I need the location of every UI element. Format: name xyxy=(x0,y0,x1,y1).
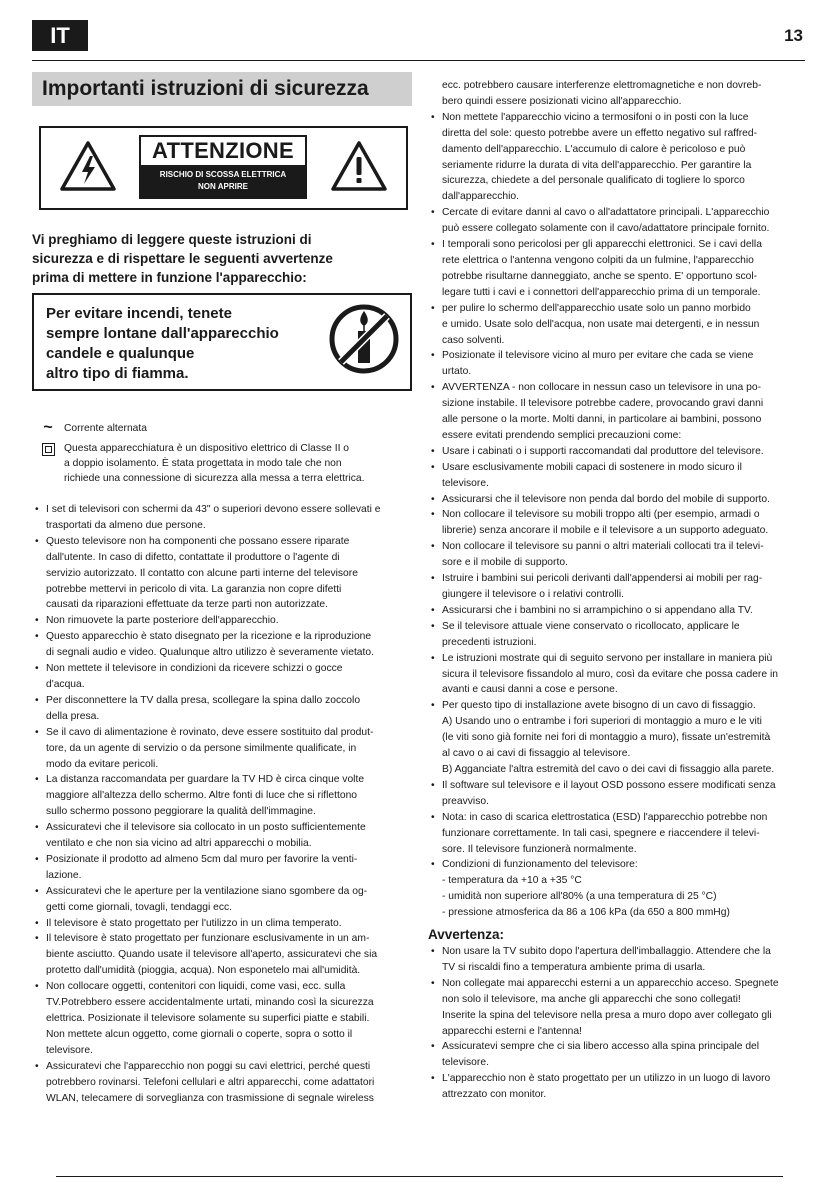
list-item xyxy=(428,348,804,380)
list-item xyxy=(32,1059,412,1107)
list-item xyxy=(32,979,412,1059)
list-item-line: ventilato e che non sia vicino ad altri apparecchi o mobilia. xyxy=(46,838,312,850)
list-item xyxy=(428,1039,804,1071)
list-item xyxy=(32,502,412,534)
list-item-line: • Questo televisore non ha componenti che possano essere riparate xyxy=(46,535,350,547)
list-item-line: • Il televisore è stato progettato per l'utilizzo in un clima temperato. xyxy=(46,917,342,929)
warning-subtitle-line: NON APRIRE xyxy=(198,182,248,191)
list-item-line: sizione instabile. Il televisore potrebbe cadere, provocando gravi danni xyxy=(442,398,764,410)
warning-title: ATTENZIONE xyxy=(152,138,294,163)
intro-line: Vi preghiamo di leggere queste istruzioni di xyxy=(32,232,312,247)
list-item-line: • La distanza raccomandata per guardare la TV HD è circa cinque volte xyxy=(46,774,365,786)
right-bullet-list xyxy=(428,110,804,921)
left-bullet-list xyxy=(32,502,412,1106)
continued-paragraph xyxy=(428,78,804,110)
list-item xyxy=(428,778,804,810)
list-item-line: Non mettete alcun oggetto, come giornali o coperte, sopra o sotto il xyxy=(46,1028,353,1040)
list-item-line: • L'apparecchio non è stato progettato per un utilizzo in un luogo di lavoro xyxy=(442,1073,771,1085)
list-item-line: B) Agganciate l'altra estremità del cavo o dei cavi di fissaggio alla parete. xyxy=(442,763,775,775)
list-item-line: della presa. xyxy=(46,710,100,722)
list-item-line: apparecchi esterni e l'antenna! xyxy=(442,1025,582,1037)
list-item-line: getti come giornali, tovagli, tendaggi ecc. xyxy=(46,901,233,913)
list-item-line: protetto dall'umidità (pioggia, acqua). Non esponetelo mai all'umidità. xyxy=(46,965,361,977)
list-item xyxy=(428,539,804,571)
list-item-line: - umidità non superiore all'80% (a una temperatura di 25 °C) xyxy=(442,891,717,903)
list-item-line: • Se il televisore attuale viene conservato o ricollocato, applicare le xyxy=(442,620,740,632)
list-item-line: televisore. xyxy=(442,477,489,489)
ac-description: Corrente alternata xyxy=(64,423,147,434)
list-item xyxy=(32,693,412,725)
candle-warning-line: candele e qualunque xyxy=(46,345,195,362)
symbol-slot xyxy=(32,421,64,436)
list-item-line: tore, da un agente di servizio o da persone similmente qualificate, in xyxy=(46,742,357,754)
section-title: Importanti istruzioni di sicurezza xyxy=(32,72,412,106)
list-item-line: • Usare esclusivamente mobili capaci di sostenere in modo sicuro il xyxy=(442,461,742,473)
list-item-line: Inserite la spina del televisore nella presa a muro dopo aver collegato gli xyxy=(442,1009,772,1021)
list-item xyxy=(32,613,412,629)
list-item-line: maggiore all'altezza dello schermo. Altre fonti di luce che si riflettono xyxy=(46,790,358,802)
list-item-line: televisore. xyxy=(442,1057,489,1069)
list-item-line: lazione. xyxy=(46,869,82,881)
list-item xyxy=(428,1071,804,1103)
list-item-line: dall'utente. In caso di difetto, contattate il produttore o l'agente di xyxy=(46,551,340,563)
list-item xyxy=(428,976,804,1040)
list-item-line: • Usare i cabinati o i supporti raccomandati dal produttore del televisore. xyxy=(442,445,764,457)
list-item-line: • Non collocare oggetti, contenitori con liquidi, come vasi, ecc. sulla xyxy=(46,981,346,993)
candle-warning-line: Per evitare incendi, tenete xyxy=(46,305,232,322)
list-item-line: diretta del sole: questo potrebbe avere un effetto negativo sul raffred- xyxy=(442,127,758,139)
list-item-line: • Non usare la TV subito dopo l'apertura dell'imballaggio. Attendere che la xyxy=(442,946,771,958)
list-item-line: • Istruire i bambini sui pericoli derivanti dall'appendersi ai mobili per rag- xyxy=(442,573,763,585)
class2-line: richiede una connessione di sicurezza alla messa a terra elettrica. xyxy=(64,473,365,484)
list-item-line: sicurezza, chiedete a del personale qualificato di togliere lo sporco xyxy=(442,175,745,187)
list-item xyxy=(32,884,412,916)
list-item xyxy=(428,857,804,921)
list-item-line: • Se il cavo di alimentazione è rovinato, deve essere sostituito dal produt- xyxy=(46,726,374,738)
list-item-line: potrebbe mettervi in pericolo di vita. La garanzia non copre difetti xyxy=(46,583,342,595)
list-item-line: e umido. Usate solo dell'acqua, non usate mai detergenti, e in nessun xyxy=(442,318,760,330)
list-item-line: TV.Potrebbero essere accidentalmente urtati, minando così la sicurezza xyxy=(46,997,374,1009)
warning-label xyxy=(139,135,307,199)
page-number: 13 xyxy=(784,26,803,45)
list-item-line: • Assicurarsi che il televisore non penda dal bordo del mobile di supporto. xyxy=(442,493,770,505)
footer-rule xyxy=(56,1176,783,1177)
class2-line: a doppio isolamento. È stata progettata in modo tale che non xyxy=(64,458,342,469)
exclamation-warning-icon xyxy=(330,140,388,192)
list-item xyxy=(32,772,412,820)
list-item xyxy=(428,492,804,508)
list-item-line: • Posizionate il televisore vicino al muro per evitare che cada se viene xyxy=(442,350,754,362)
right-column xyxy=(428,78,804,1103)
candle-warning-text xyxy=(46,304,316,384)
list-item-line: • Assicurarsi che i bambini no si arrampichino o si appendano alla TV. xyxy=(442,604,753,616)
list-item-line: elettrica. Posizionate il televisore solamente su superfici piatte e stabili. xyxy=(46,1013,370,1024)
list-item-line: • Assicuratevi che l'apparecchio non poggi su cavi elettrici, perché questi xyxy=(46,1060,371,1072)
class2-line: Questa apparecchiatura è un dispositivo elettrico di Classe II o xyxy=(64,443,350,454)
warning-subtitle xyxy=(141,165,305,197)
list-item-line: • Il software sul televisore e il layout OSD possono essere modificati senza xyxy=(442,779,776,791)
intro-line: sicurezza e di rispettare le seguenti avvertenze xyxy=(32,251,333,266)
ac-symbol-row xyxy=(32,421,412,436)
language-badge: IT xyxy=(32,20,88,51)
list-item-line: • Assicuratevi che le aperture per la ventilazione siano sgombere da og- xyxy=(46,885,368,897)
list-item xyxy=(32,629,412,661)
list-item-line: - pressione atmosferica da 86 a 106 kPa (da 650 a 800 mmHg) xyxy=(442,907,730,919)
list-item-line: • Non mettete il televisore in condizioni da ricevere schizzi o gocce xyxy=(46,663,343,675)
list-item-line: causati da riparazioni effettuate da terze parti non autorizzate. xyxy=(46,599,329,611)
list-item-line: sore. Il televisore funzionerà normalmente. xyxy=(442,843,637,855)
list-item-line: • Questo apparecchio è stato disegnato per la ricezione e la riproduzione xyxy=(46,631,372,643)
electric-shock-warning-box xyxy=(39,126,408,210)
warning-subtitle-line: RISCHIO DI SCOSSA ELETTRICA xyxy=(159,170,287,179)
list-item-line: di segnali audio e video. Qualunque altro utilizzo è severamente vietato. xyxy=(46,647,374,659)
list-item xyxy=(32,661,412,693)
list-item-line: sicura il televisore fissandolo al muro, così da evitare che possa cadere in xyxy=(442,668,778,680)
list-item-line: • Non collocare il televisore su panni o altri materiali collocati tra il televi- xyxy=(442,541,764,553)
list-item-line: (le viti sono già fornite nei fori di montaggio a muro), fissate un'estremità xyxy=(442,732,771,744)
list-item xyxy=(428,460,804,492)
list-item xyxy=(428,603,804,619)
list-item-line: televisore. xyxy=(46,1044,93,1056)
candle-warning-box xyxy=(32,293,412,391)
list-item xyxy=(32,820,412,852)
list-item-line: damento dell'apparecchio. L'accumulo di calore è pericoloso e può xyxy=(442,143,746,155)
list-item-line: • Nota: in caso di scarica elettrostatica (ESD) l'apparecchio potrebbe non xyxy=(442,811,768,823)
list-item-line: potrebbe risultarne danneggiato, anche se spento. E' opportuno scol- xyxy=(442,270,758,282)
list-item xyxy=(32,852,412,884)
list-item-line: può essere collegato solamente con il cavo/adattatore principale fornito. xyxy=(442,223,770,235)
list-item-line: dall'apparecchio. xyxy=(442,191,519,203)
list-item-line: • Assicuratevi che il televisore sia collocato in un posto sufficientemente xyxy=(46,822,366,834)
left-column xyxy=(32,72,412,1106)
candle-warning-line: altro tipo di fiamma. xyxy=(46,365,189,382)
avvertenza-bullet-list xyxy=(428,944,804,1103)
list-item-line: WLAN, telecamere di sorveglianza con trasmissione di segnale wireless xyxy=(46,1092,374,1104)
list-item xyxy=(428,619,804,651)
list-item-line: legare tutti i cavi e i connettori dell'apparecchio prima di un temporale. xyxy=(442,286,761,298)
list-item xyxy=(32,534,412,614)
class2-description xyxy=(64,441,364,486)
list-item-line: d'acqua. xyxy=(46,678,85,690)
list-item xyxy=(428,110,804,205)
intro-line: prima di mettere in funzione l'apparecchio: xyxy=(32,270,307,285)
list-item-line: • Non rimuovete la parte posteriore dell'apparecchio. xyxy=(46,615,279,627)
list-item-line: preavviso. xyxy=(442,795,489,807)
list-item xyxy=(428,651,804,699)
continued-line: bero quindi essere posizionati vicino all'apparecchio. xyxy=(442,95,682,107)
list-item-line: servizio autorizzato. Il contatto con alcune parti interne del televisore xyxy=(46,567,358,579)
list-item-line: • Non collegate mai apparecchi esterni a un apparecchio acceso. Spegnete xyxy=(442,977,779,989)
list-item-line: essere evitati prendendo semplici precauzioni come: xyxy=(442,429,682,441)
list-item-line: modo da evitare pericoli. xyxy=(46,758,159,770)
alternating-current-icon: ~ xyxy=(43,419,53,436)
list-item-line: • Per questo tipo di installazione avete bisogno di un cavo di fissaggio. xyxy=(442,700,756,712)
lightning-warning-icon xyxy=(59,140,117,192)
list-item-line: sullo schermo possono peggiorare la qualità dell'immagine. xyxy=(46,806,316,818)
list-item-line: • Posizionate il prodotto ad almeno 5cm dal muro per favorire la venti- xyxy=(46,853,358,865)
list-item-line: • Il televisore è stato progettato per funzionare esclusivamente in un am- xyxy=(46,933,370,945)
list-item-line: non solo il televisore, ma anche gli apparecchi che sono collegati! xyxy=(442,993,741,1005)
list-item xyxy=(428,571,804,603)
list-item-line: A) Usando uno o entrambe i fori superiori di montaggio a muro e le viti xyxy=(442,716,762,728)
list-item-line: TV si riscaldi fino a temperatura ambiente prima di usarla. xyxy=(442,961,706,973)
intro-text xyxy=(32,230,412,287)
list-item-line: rete elettrica o l'antenna vengono colpiti da un fulmine, l'apparecchio xyxy=(442,254,754,266)
list-item-line: trasportati da almeno due persone. xyxy=(46,519,206,531)
list-item-line: • Per disconnettere la TV dalla presa, scollegare la spina dallo zoccolo xyxy=(46,694,361,706)
list-item-line: avanti e causi danni a cose e persone. xyxy=(442,684,618,696)
candle-warning-line: sempre lontane dall'apparecchio xyxy=(46,325,279,342)
list-item-line: sore e il mobile di supporto. xyxy=(442,557,568,569)
list-item-line: • Non collocare il televisore su mobili troppo alti (per esempio, armadi o xyxy=(442,509,760,521)
list-item-line: • Assicuratevi sempre che ci sia libero accesso alla spina principale del xyxy=(442,1041,760,1053)
no-candle-icon xyxy=(328,303,400,375)
list-item-line: biente asciutto. Quando usate il televisore all'aperto, assicuratevi che sia xyxy=(46,949,378,961)
list-item-line: • Non mettete l'apparecchio vicino a termosifoni o in posti con la luce xyxy=(442,111,749,123)
list-item-line: attrezzato con monitor. xyxy=(442,1089,547,1101)
list-item xyxy=(428,944,804,976)
continued-line: ecc. potrebbero causare interferenze elettromagnetiche e non dovreb- xyxy=(442,80,762,91)
list-item xyxy=(428,380,804,444)
list-item xyxy=(428,444,804,460)
list-item xyxy=(428,507,804,539)
list-item-line: alle persone o la morte. Molti danni, in particolare ai bambini, possono xyxy=(442,414,762,426)
symbol-slot xyxy=(32,441,64,486)
list-item-line: • Le istruzioni mostrate qui di seguito servono per installare in maniera più xyxy=(442,652,773,664)
list-item-line: • Cercate di evitare danni al cavo o all'adattatore principali. L'apparecchio xyxy=(442,207,770,219)
list-item-line: librerie) senza ancorare il mobile e il televisore a un supporto adeguato. xyxy=(442,525,769,537)
list-item-line: caso solventi. xyxy=(442,334,505,346)
list-item xyxy=(428,698,804,778)
list-item-line: • AVVERTENZA - non collocare in nessun caso un televisore in una po- xyxy=(442,382,761,394)
double-insulation-icon xyxy=(42,443,55,456)
avvertenza-heading: Avvertenza: xyxy=(428,927,505,943)
list-item xyxy=(428,205,804,237)
list-item-line: urtato. xyxy=(442,366,472,378)
list-item xyxy=(428,810,804,858)
list-item-line: • Condizioni di funzionamento del televisore: xyxy=(442,859,638,871)
header-rule xyxy=(32,60,805,61)
list-item-line: potrebbero rovinarsi. Telefoni cellulari e altri apparecchi, come adattatori xyxy=(46,1076,375,1088)
list-item-line: al cavo o ai cavi di fissaggio al televisore. xyxy=(442,748,631,760)
list-item-line: • I temporali sono pericolosi per gli apparecchi elettronici. Se i cavi della xyxy=(442,239,762,251)
list-item xyxy=(32,931,412,979)
list-item xyxy=(428,237,804,301)
list-item xyxy=(428,301,804,349)
list-item-line: • per pulire lo schermo dell'apparecchio usate solo un panno morbido xyxy=(442,302,751,314)
list-item-line: seriamente ridurre la durata di vita dell'apparecchio. Per garantire la xyxy=(442,159,752,171)
list-item xyxy=(32,916,412,932)
class2-symbol-row xyxy=(32,441,412,486)
list-item-line: giungere il televisore o i relativi controlli. xyxy=(442,589,624,600)
list-item xyxy=(32,725,412,773)
list-item-line: precedenti istruzioni. xyxy=(442,636,537,648)
list-item-line: - temperatura da +10 a +35 °C xyxy=(442,875,582,887)
list-item-line: • I set di televisori con schermi da 43" o superiori devono essere sollevati e xyxy=(46,504,381,515)
list-item-line: funzionare correttamente. In tali casi, spegnere e riaccendere il televi- xyxy=(442,827,760,839)
